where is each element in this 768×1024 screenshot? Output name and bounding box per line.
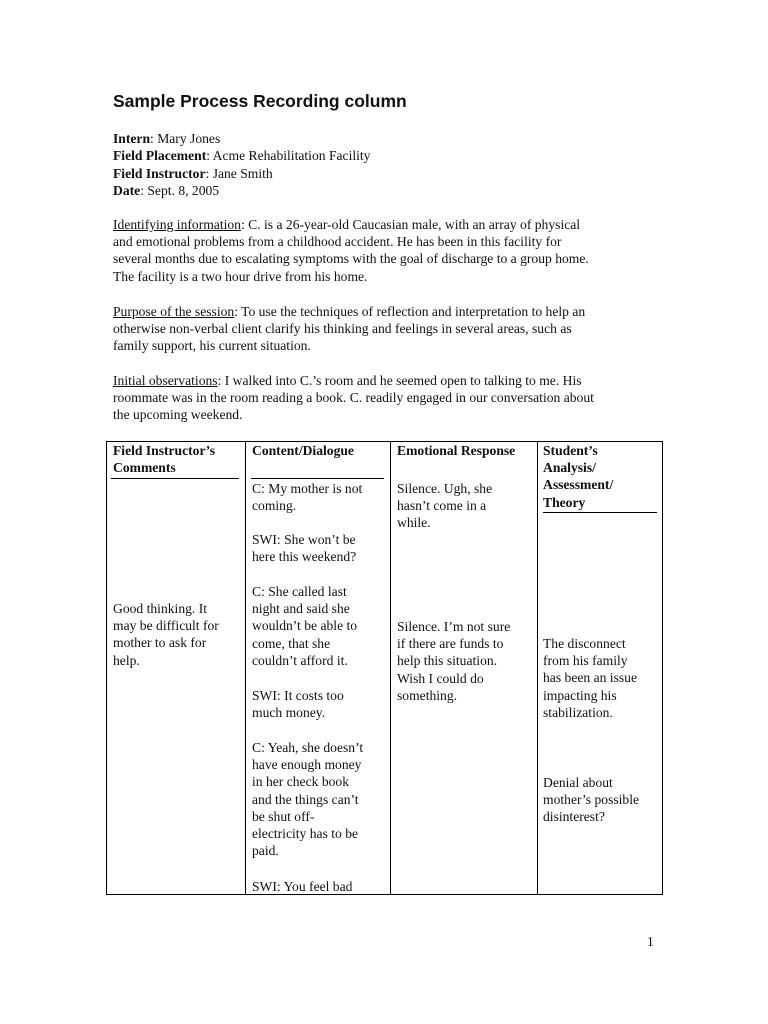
header-student-analysis: Student’s Analysis/ Assessment/ Theory (543, 443, 614, 510)
student-analysis-entry: Denial about mother’s possible disinterest? (543, 775, 640, 825)
fi-comment: Good thinking. It may be difficult for mother to ask for help. (113, 601, 219, 668)
document-title: Sample Process Recording column (113, 91, 407, 111)
header-emotional-response: Emotional Response (397, 443, 516, 458)
initial-label: Initial observations (113, 373, 218, 388)
initial-observations-paragraph: Initial observations: I walked into C.’s room and he seemed open to talking to me. His roommate was in the room reading a book. C. readily engaged in our conversation about the upcoming weekend. (113, 373, 594, 423)
dialogue-entry: SWI: You feel bad (252, 879, 353, 894)
identifying-information-paragraph: Identifying information: C. is a 26-year-old Caucasian male, with an array of physical and emotional problems from a childhood accident. He has been in this facility for several months due to escalating symptoms with the goal of discharge to a group home. The facility is a two hour drive from his home. (113, 217, 589, 284)
meta-intern: Intern: Mary Jones (113, 131, 221, 146)
purpose-label: Purpose of the session (113, 304, 235, 319)
identifying-label: Identifying information (113, 217, 241, 232)
meta-field-placement: Field Placement: Acme Rehabilitation Facility (113, 148, 371, 164)
purpose-paragraph: Purpose of the session: To use the techniques of reflection and interpretation to help an otherwise non-verbal client clarify his thinking and feelings in several areas, such as family support, his current situation. (113, 304, 586, 354)
dialogue-entry: C: She called last night and said she wouldn’t be able to come, that she couldn’t afford it. (252, 584, 358, 668)
dialogue-entry: C: Yeah, she doesn’t have enough money in her check book and the things can’t be shut off- electricity has to be paid. (252, 740, 364, 859)
student-analysis-entry: The disconnect from his family has been an issue impacting his stabilization. (543, 636, 637, 720)
dialogue-entry: SWI: It costs too much money. (252, 688, 344, 721)
meta-date: Date: Sept. 8, 2005 (113, 182, 220, 198)
meta-block (113, 130, 370, 199)
process-recording-table (106, 441, 663, 895)
emotional-response-entry: Silence. I’m not sure if there are funds to help this situation. Wish I could do something. (397, 619, 511, 703)
dialogue-entry: SWI: She won’t be here this weekend? (252, 532, 357, 565)
header-field-instructor-comments: Field Instructor’s Comments (113, 443, 216, 476)
dialogue-entry: C: My mother is not coming. (252, 481, 363, 514)
meta-field-instructor: Field Instructor: Jane Smith (113, 165, 273, 181)
emotional-response-entry: Silence. Ugh, she hasn’t come in a while. (397, 481, 493, 531)
header-content-dialogue: Content/Dialogue (252, 443, 354, 458)
page-number: 1 (647, 934, 654, 949)
